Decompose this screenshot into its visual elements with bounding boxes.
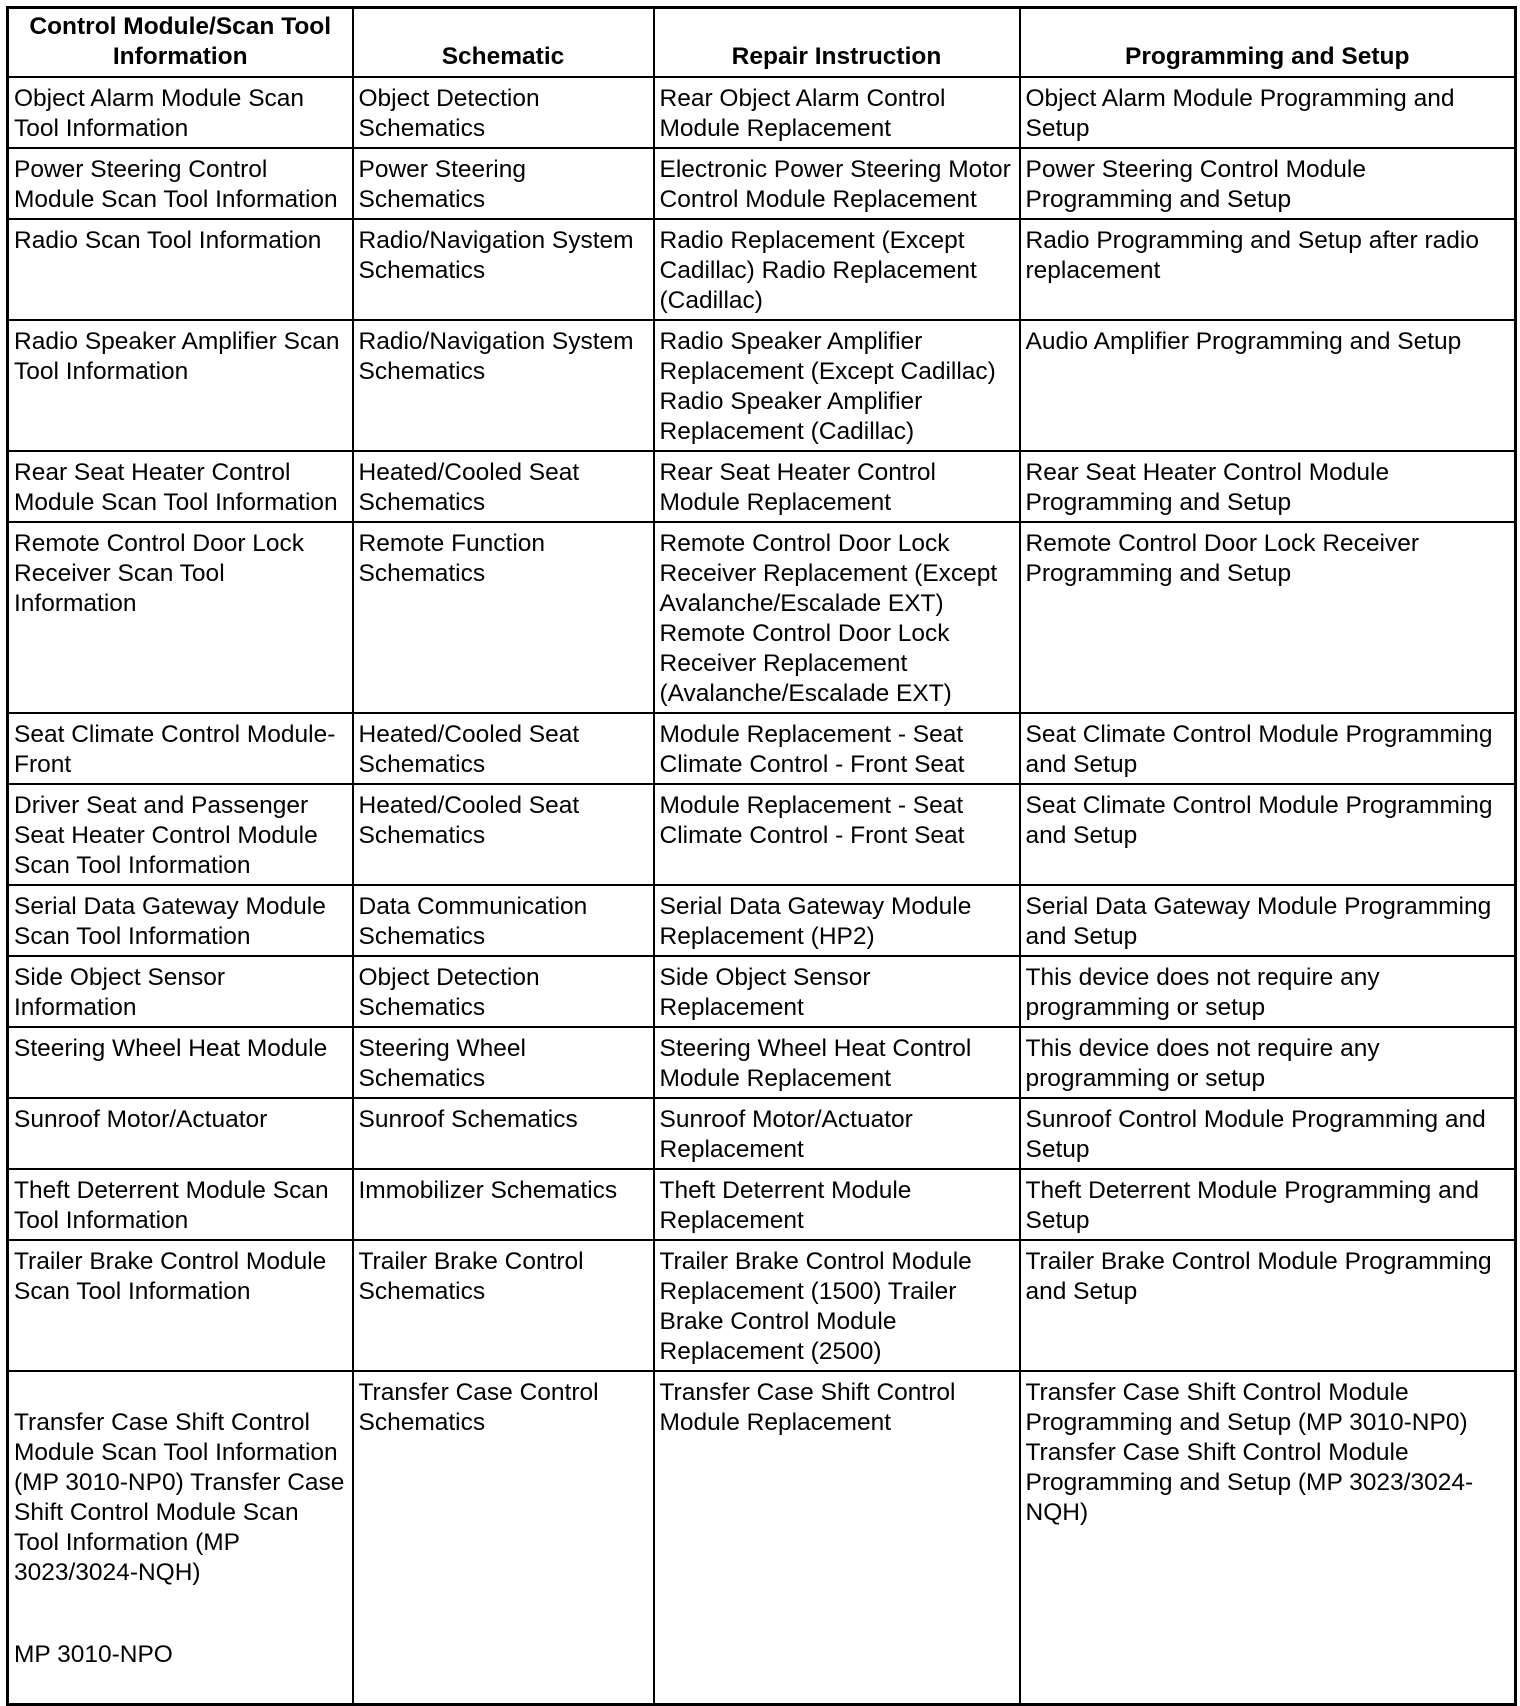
module-info-table [6,6,1517,1706]
cell-module: Theft Deterrent Module Scan Tool Information [8,1169,353,1240]
cell-module: Rear Seat Heater Control Module Scan Tool Information [8,451,353,522]
cell-schematic: Heated/Cooled Seat Schematics [353,784,654,885]
cell-programming: Seat Climate Control Module Programming and Setup [1020,784,1516,885]
cell-programming: Theft Deterrent Module Programming and Setup [1020,1169,1516,1240]
cell-schematic: Immobilizer Schematics [353,1169,654,1240]
cell-programming: Trailer Brake Control Module Programming and Setup [1020,1240,1516,1371]
table-row [8,1027,1516,1098]
table-row [8,1240,1516,1371]
cell-repair: Sunroof Motor/Actuator Replacement [654,1098,1020,1169]
cell-schematic: Data Communication Schematics [353,885,654,956]
cell-schematic: Object Detection Schematics [353,956,654,1027]
cell-module: Side Object Sensor Information [8,956,353,1027]
cell-repair: Theft Deterrent Module Replacement [654,1169,1020,1240]
table-row [8,148,1516,219]
table-row [8,1371,1516,1705]
cell-module: Steering Wheel Heat Module [8,1027,353,1098]
cell-module-text: Transfer Case Shift Control Module Scan Tool Information (MP 3010-NP0) Transfer Case Shift Control Module Scan Tool Information (MP 3023/3024-NQH) [14,1409,345,1586]
cell-repair: Side Object Sensor Replacement [654,956,1020,1027]
cell-module: Seat Climate Control Module-Front [8,713,353,784]
table-row [8,956,1516,1027]
cell-repair: Rear Seat Heater Control Module Replacement [654,451,1020,522]
header-repair-instruction: Repair Instruction [654,8,1020,78]
cell-module: Object Alarm Module Scan Tool Information [8,77,353,148]
cell-schematic: Transfer Case Control Schematics [353,1371,654,1705]
cell-schematic: Steering Wheel Schematics [353,1027,654,1098]
cell-module: Sunroof Motor/Actuator [8,1098,353,1169]
header-control-module: Control Module/Scan Tool Information [8,8,353,78]
table-row [8,1169,1516,1240]
table-row [8,522,1516,713]
cell-programming: Audio Amplifier Programming and Setup [1020,320,1516,451]
cell-programming: Sunroof Control Module Programming and Setup [1020,1098,1516,1169]
cell-repair: Transfer Case Shift Control Module Replacement [654,1371,1020,1705]
cell-module: Remote Control Door Lock Receiver Scan Tool Information [8,522,353,713]
cell-programming: Radio Programming and Setup after radio replacement [1020,219,1516,320]
cell-programming: This device does not require any programming or setup [1020,1027,1516,1098]
cell-module: Trailer Brake Control Module Scan Tool Information [8,1240,353,1371]
table-body [8,77,1516,1705]
cell-programming: Serial Data Gateway Module Programming and Setup [1020,885,1516,956]
cell-repair: Remote Control Door Lock Receiver Replacement (Except Avalanche/Escalade EXT) Remote Control Door Lock Receiver Replacement (Avalanche/Escalade EXT) [654,522,1020,713]
cell-programming: This device does not require any programming or setup [1020,956,1516,1027]
table-row [8,713,1516,784]
cell-module [8,1371,353,1705]
cell-repair: Trailer Brake Control Module Replacement (1500) Trailer Brake Control Module Replacement (2500) [654,1240,1020,1371]
cell-programming: Transfer Case Shift Control Module Programming and Setup (MP 3010-NP0) Transfer Case Shift Control Module Programming and Setup (MP 3023/3024-NQH) [1020,1371,1516,1705]
table-row [8,784,1516,885]
cell-schematic: Radio/Navigation System Schematics [353,219,654,320]
cell-module: Radio Scan Tool Information [8,219,353,320]
cell-programming: Power Steering Control Module Programming and Setup [1020,148,1516,219]
cell-schematic: Trailer Brake Control Schematics [353,1240,654,1371]
cell-schematic: Remote Function Schematics [353,522,654,713]
header-schematic: Schematic [353,8,654,78]
cell-schematic: Power Steering Schematics [353,148,654,219]
cell-repair: Rear Object Alarm Control Module Replacement [654,77,1020,148]
cell-repair: Electronic Power Steering Motor Control Module Replacement [654,148,1020,219]
table-row [8,219,1516,320]
cell-schematic: Heated/Cooled Seat Schematics [353,451,654,522]
cell-module-note: MP 3010-NPO [14,1641,173,1668]
cell-schematic: Sunroof Schematics [353,1098,654,1169]
header-programming-setup: Programming and Setup [1020,8,1516,78]
cell-repair: Radio Replacement (Except Cadillac) Radio Replacement (Cadillac) [654,219,1020,320]
cell-programming: Object Alarm Module Programming and Setup [1020,77,1516,148]
cell-programming: Rear Seat Heater Control Module Programming and Setup [1020,451,1516,522]
cell-repair: Module Replacement - Seat Climate Control - Front Seat [654,784,1020,885]
table-row [8,885,1516,956]
cell-module: Serial Data Gateway Module Scan Tool Information [8,885,353,956]
cell-schematic: Radio/Navigation System Schematics [353,320,654,451]
cell-programming: Remote Control Door Lock Receiver Programming and Setup [1020,522,1516,713]
table-row [8,320,1516,451]
table-row [8,77,1516,148]
cell-module: Driver Seat and Passenger Seat Heater Control Module Scan Tool Information [8,784,353,885]
cell-module: Radio Speaker Amplifier Scan Tool Information [8,320,353,451]
cell-schematic: Object Detection Schematics [353,77,654,148]
cell-programming: Seat Climate Control Module Programming and Setup [1020,713,1516,784]
cell-repair: Radio Speaker Amplifier Replacement (Except Cadillac) Radio Speaker Amplifier Replacement (Cadillac) [654,320,1020,451]
table-row [8,1098,1516,1169]
cell-repair: Module Replacement - Seat Climate Control - Front Seat [654,713,1020,784]
cell-repair: Steering Wheel Heat Control Module Replacement [654,1027,1020,1098]
cell-schematic: Heated/Cooled Seat Schematics [353,713,654,784]
header-row [8,8,1516,78]
cell-module: Power Steering Control Module Scan Tool Information [8,148,353,219]
cell-repair: Serial Data Gateway Module Replacement (HP2) [654,885,1020,956]
table-row [8,451,1516,522]
